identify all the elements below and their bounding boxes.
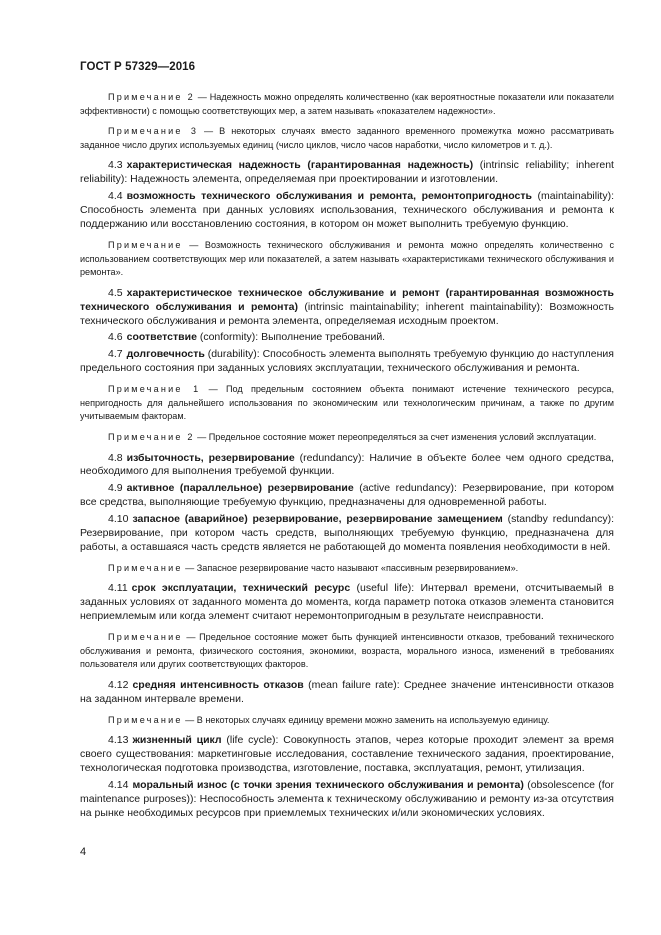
definition-text: (redundancy): Наличие в объекте более чем одного средства, необходимого для выполнения требуемой функции. bbox=[80, 451, 615, 478]
definition-paragraph bbox=[80, 348, 614, 376]
note-paragraph bbox=[80, 125, 614, 152]
note-label: Примечание bbox=[108, 562, 183, 573]
note-text: — Предельное состояние может переопределяться за счет изменения условий эксплуатации. bbox=[194, 431, 597, 442]
term: возможность технического обслуживания и ремонта, ремонтопригодность bbox=[126, 190, 532, 203]
clause-number: 4.12 bbox=[108, 678, 129, 691]
clause-number: 4.11 bbox=[108, 582, 128, 595]
definition-text: (active redundancy): Резервирование, при котором все средства, выполняющие требуемую функцию, предназначены для одновременной работы. bbox=[80, 482, 615, 509]
note-label: Примечание 1 bbox=[108, 384, 201, 395]
term: характеристическая надежность (гарантированная надежность) bbox=[126, 159, 474, 172]
document-body bbox=[80, 91, 614, 824]
clause-number: 4.10 bbox=[108, 513, 129, 526]
term: моральный износ (с точки зрения технического обслуживания и ремонта) bbox=[132, 779, 524, 792]
clause-number: 4.3 bbox=[108, 159, 123, 172]
definition-paragraph bbox=[80, 159, 614, 187]
definition-paragraph bbox=[80, 452, 614, 480]
definition-paragraph bbox=[80, 582, 614, 624]
definition-text: (mean failure rate): Среднее значение интенсивности отказов на заданном интервале времени. bbox=[80, 678, 614, 705]
clause-number: 4.8 bbox=[108, 451, 123, 464]
term: долговечность bbox=[126, 348, 205, 361]
note-label: Примечание 3 bbox=[108, 126, 199, 137]
clause-number: 4.6 bbox=[108, 331, 123, 344]
note-label: Примечание bbox=[108, 239, 183, 250]
term: срок эксплуатации, технический ресурс bbox=[131, 582, 351, 595]
note-text: — Запасное резервирование часто называют «пассивным резервированием». bbox=[182, 562, 519, 573]
definition-paragraph bbox=[80, 679, 614, 707]
note-text: — Под предельным состоянием объекта понимают истечение технического ресурса, непригодность для дальнейшего использования по экономическим или технологическим причинам, а также по другим учитываемым факторам. bbox=[80, 384, 614, 422]
term: жизненный цикл bbox=[132, 734, 222, 747]
definition-text: (intrinsic reliability; inherent reliability): Надежность элемента, определяемая при проектировании и изготовлении. bbox=[80, 159, 614, 186]
definition-paragraph bbox=[80, 513, 614, 555]
definition-text: (conformity): Выполнение требований. bbox=[196, 331, 386, 344]
term: избыточность, резервирование bbox=[126, 451, 295, 464]
term: характеристическое техническое обслуживание и ремонт (гарантированная возможность технического обслуживания и ремонта) bbox=[80, 286, 614, 313]
note-paragraph bbox=[80, 714, 614, 728]
clause-number: 4.13 bbox=[108, 734, 129, 747]
definition-text: (intrinsic maintainability; inherent maintainability): Возможность технического обслуживания и ремонта элемента, определяемая исходным проектом. bbox=[80, 300, 614, 327]
definition-text: (maintainability): Способность элемента при данных условиях использования, технического обслуживания и ремонта к поддержанию или восстановлению состояния, в котором он может выполнить требуемую функцию. bbox=[80, 190, 614, 230]
definition-text: (durability): Способность элемента выполнять требуемую функцию до наступления предельного состояния при заданных условиях эксплуатации, технического обслуживания и ремонта. bbox=[80, 348, 614, 375]
term: соответствие bbox=[126, 331, 197, 344]
definition-paragraph bbox=[80, 779, 614, 821]
note-label: Примечание bbox=[108, 632, 183, 643]
note-paragraph bbox=[80, 562, 614, 576]
document-header: ГОСТ Р 57329—2016 bbox=[80, 61, 196, 73]
note-label: Примечание 2 bbox=[108, 431, 195, 442]
definition-paragraph bbox=[80, 482, 614, 510]
term: активное (параллельное) резервирование bbox=[126, 482, 354, 495]
note-paragraph bbox=[80, 239, 614, 280]
note-text: — Надежность можно определять количественно (как вероятностные показатели или показатели эффективности) с помощью соответствующих мер, а затем называть «показателем надежности». bbox=[80, 92, 615, 116]
note-text: — Возможность технического обслуживания и ремонта можно определять количественно с использованием соответствующих мер или показателей, а затем называть «характеристиками технического обслуживания и ремонта». bbox=[80, 239, 614, 278]
definition-text: (life cycle): Совокупность этапов, через которые проходит элемент за время своего существования: маркетинговые исследования, составление технического задания, проектирование, технологическая подготовка производства, изготовление, поставка, эксплуатация, ремонт, утилизация. bbox=[80, 734, 614, 775]
note-paragraph bbox=[80, 383, 614, 424]
clause-number: 4.14 bbox=[108, 779, 129, 792]
note-paragraph bbox=[80, 431, 614, 445]
definition-text: (standby redundancy): Резервирование, при котором часть средств, выполняющих требуемую функцию, предназначена для работы, а оставшаяся часть средств является не работающей до момента появления необходимости в ней. bbox=[80, 513, 614, 553]
note-text: — В некоторых случаях единицу времени можно заменить на используемую единицу. bbox=[182, 714, 550, 725]
note-label: Примечание bbox=[108, 714, 183, 725]
term: запасное (аварийное) резервирование, резервирование замещением bbox=[132, 513, 503, 526]
note-paragraph bbox=[80, 91, 614, 118]
note-text: — В некоторых случаях вместо заданного временного промежутка можно рассматривать заданное число других используемых единиц (число циклов, число часов наработки, число километров и т. д.). bbox=[80, 126, 614, 150]
clause-number: 4.5 bbox=[108, 286, 123, 299]
definition-paragraph bbox=[80, 331, 614, 345]
definition-text: (obsolescence (for maintenance purposes)): Неспособность элемента к техническому обслуживанию и ремонту из-за отсутствия на рынке необходимых ресурсов при приемлемых технических и/или экономических условиях. bbox=[80, 779, 614, 819]
note-label: Примечание 2 bbox=[108, 92, 195, 102]
term: средняя интенсивность отказов bbox=[132, 678, 304, 691]
clause-number: 4.4 bbox=[108, 190, 123, 203]
definition-paragraph bbox=[80, 190, 614, 232]
note-paragraph bbox=[80, 631, 614, 672]
clause-number: 4.9 bbox=[108, 482, 123, 495]
clause-number: 4.7 bbox=[108, 348, 123, 361]
definition-paragraph bbox=[80, 287, 614, 329]
definition-paragraph bbox=[80, 734, 614, 776]
definition-text: (useful life): Интервал времени, отсчитываемый в заданных условиях от заданного момента до момента, когда параметр потока отказов элемента становится неприемлемым или когда элемент считают неремонтопригодным в результате неисправности. bbox=[80, 582, 614, 623]
note-text: — Предельное состояние может быть функцией интенсивности отказов, требований технического обслуживания и ремонта, физического состояния, экономики, возраста, морального износа, изменений в требованиях пользователя или других соответствующих факторов. bbox=[80, 632, 614, 670]
page-number: 4 bbox=[80, 846, 87, 858]
